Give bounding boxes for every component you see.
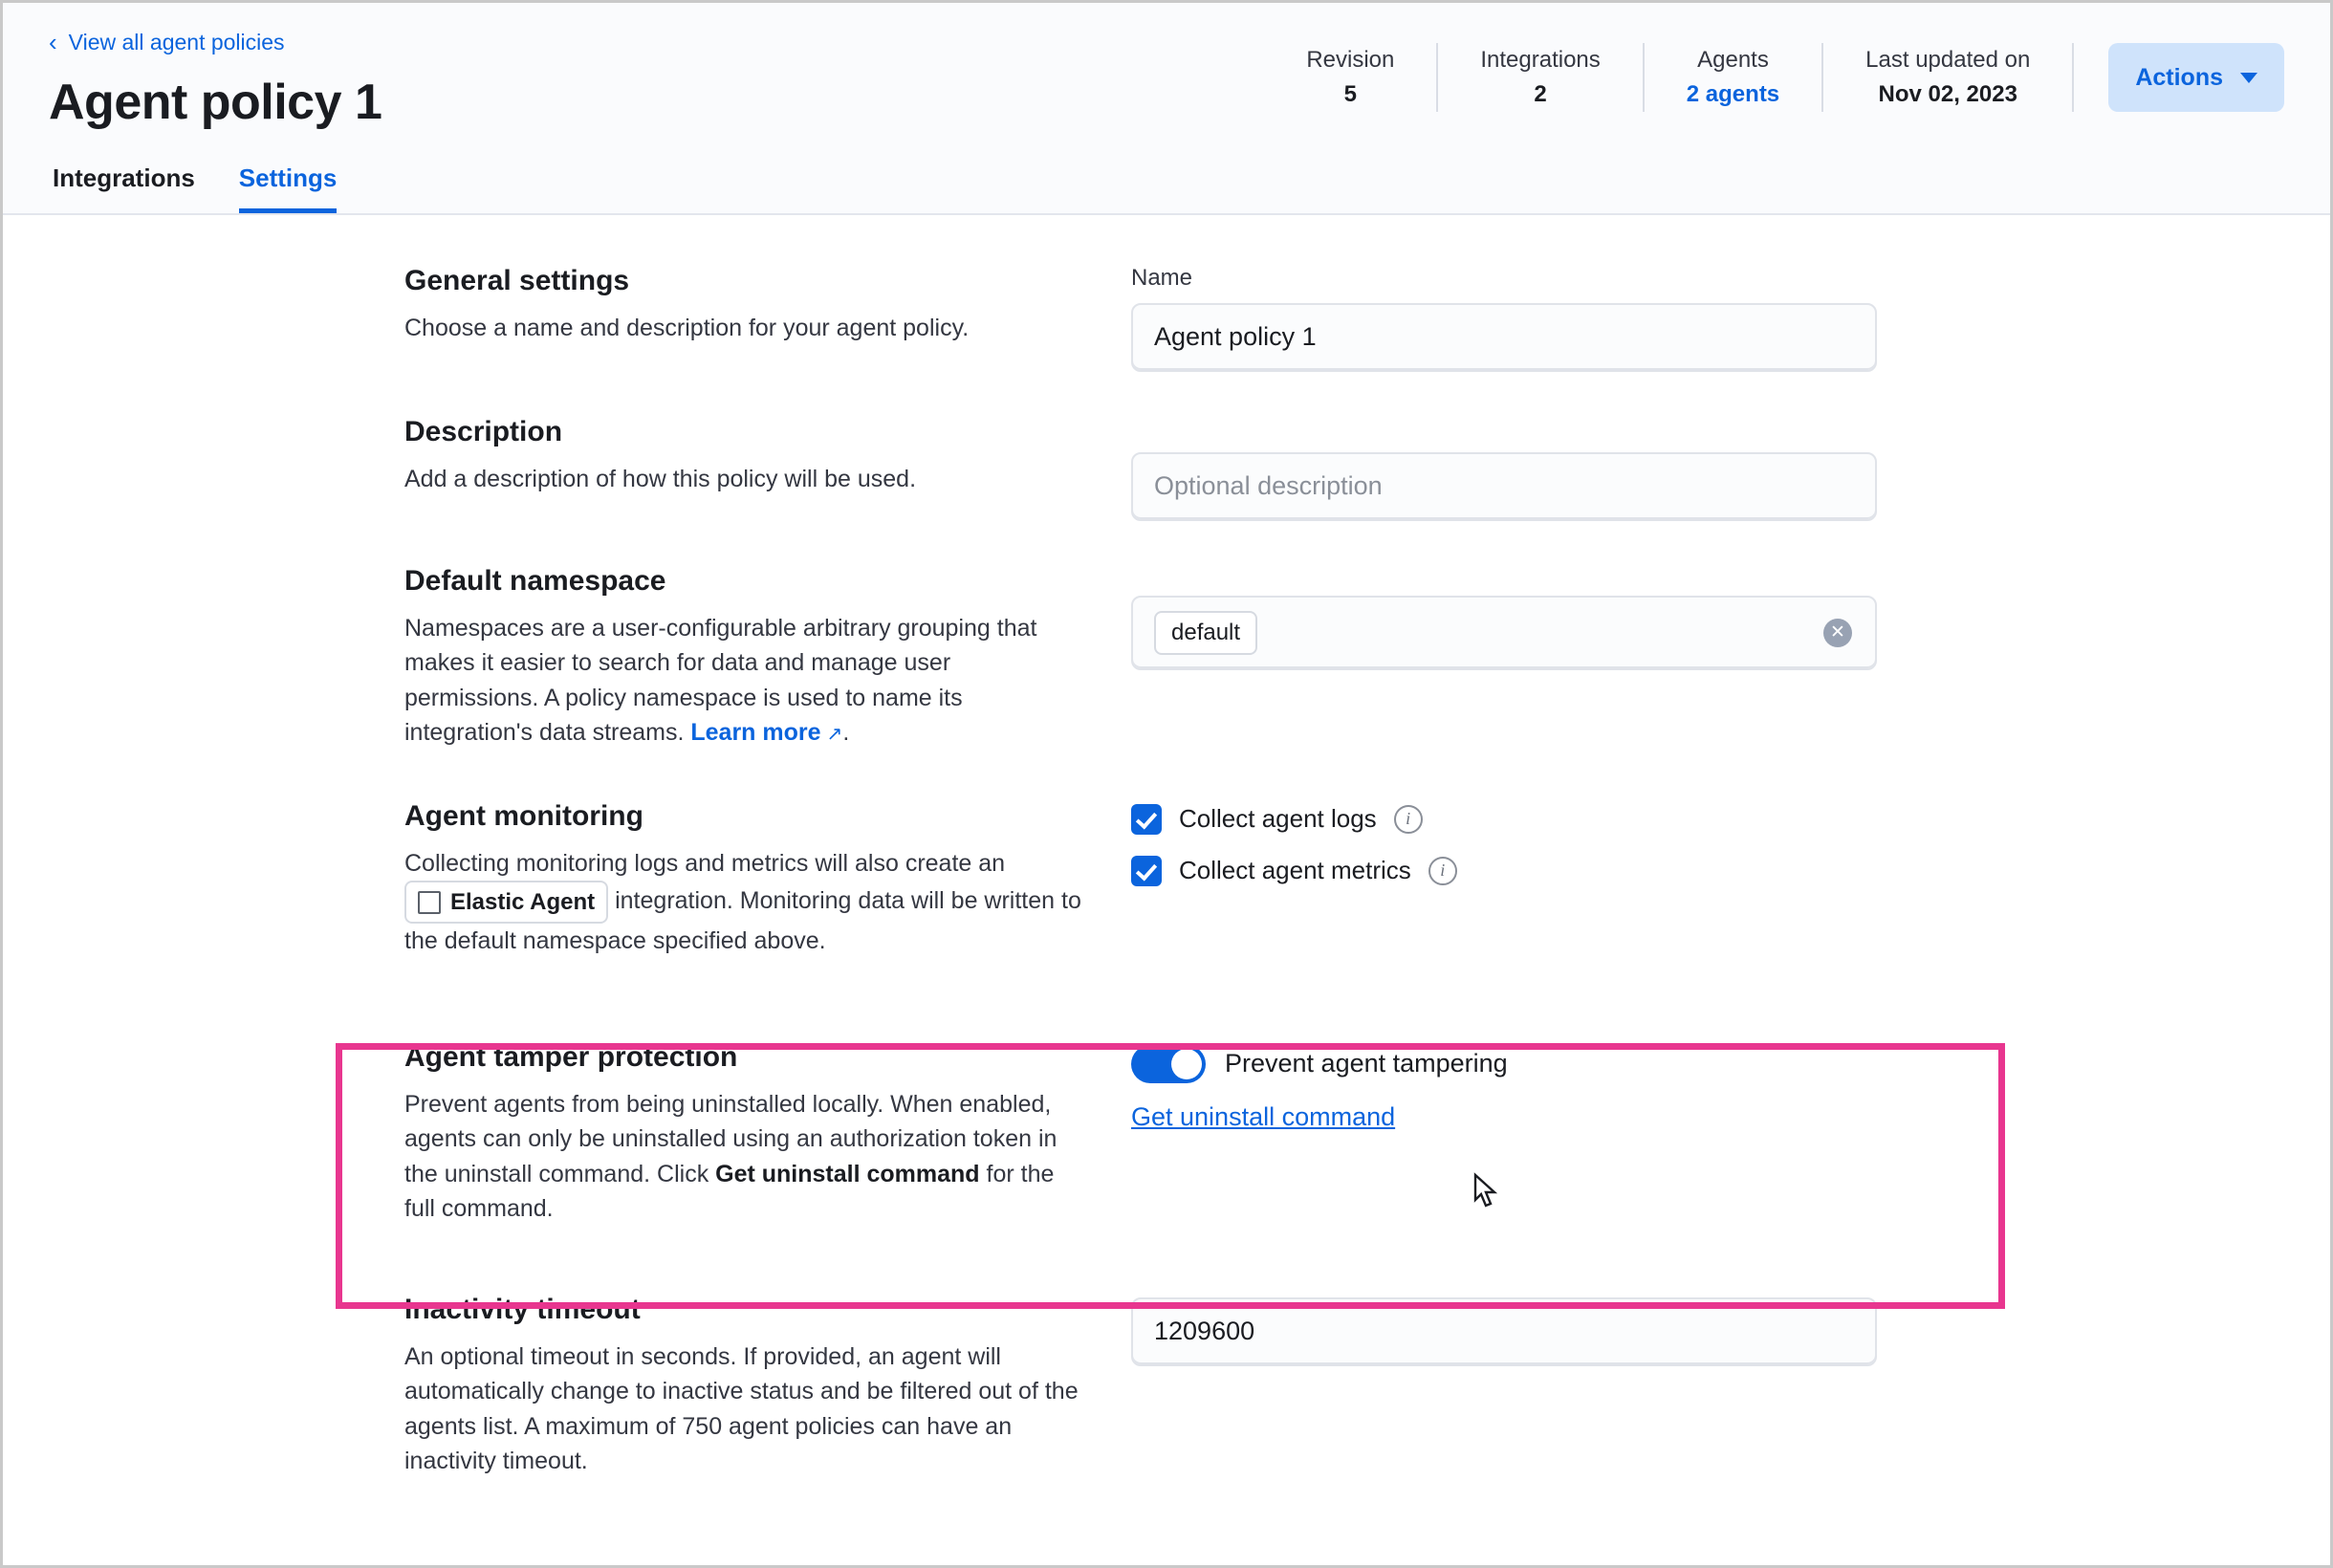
prevent-agent-tampering-label: Prevent agent tampering bbox=[1225, 1049, 1508, 1078]
tab-integrations[interactable]: Integrations bbox=[53, 163, 195, 192]
tamper-description bbox=[404, 1087, 1089, 1227]
collect-agent-logs-checkbox[interactable] bbox=[1131, 804, 1162, 835]
stat-last-updated-value: Nov 02, 2023 bbox=[1878, 81, 2017, 107]
monitoring-title: Agent monitoring bbox=[404, 799, 643, 832]
section-description bbox=[3, 416, 2330, 521]
stat-revision bbox=[1264, 43, 1438, 112]
section-description-field bbox=[1131, 416, 1877, 521]
external-link-icon: ↗ bbox=[826, 724, 843, 745]
get-uninstall-command-link[interactable]: Get uninstall command bbox=[1131, 1101, 1396, 1131]
collect-agent-metrics-checkbox[interactable] bbox=[1131, 856, 1162, 886]
monitoring-description bbox=[404, 846, 1089, 959]
section-inactivity-timeout bbox=[3, 1294, 2330, 1479]
tab-settings[interactable]: Settings bbox=[239, 163, 338, 213]
section-monitoring-text bbox=[404, 800, 1131, 959]
monitoring-description-part1: Collecting monitoring logs and metrics will also create an bbox=[404, 849, 1006, 877]
stat-agents-label: Agents bbox=[1697, 47, 1769, 73]
section-inactivity-text bbox=[404, 1294, 1131, 1479]
section-namespace-text bbox=[404, 565, 1131, 751]
chevron-down-icon bbox=[2240, 73, 2257, 83]
stat-revision-value: 5 bbox=[1343, 81, 1358, 107]
tamper-description-bold: Get uninstall command bbox=[715, 1160, 980, 1187]
namespace-description bbox=[404, 611, 1089, 751]
section-namespace-field bbox=[1131, 565, 1877, 670]
description-title: Description bbox=[404, 415, 563, 447]
policy-description-input[interactable] bbox=[1131, 452, 1877, 521]
back-to-policies-link[interactable] bbox=[49, 27, 285, 56]
stat-agents-value-link[interactable]: 2 agents bbox=[1686, 81, 1780, 107]
collect-agent-logs-row[interactable] bbox=[1131, 804, 1877, 835]
stat-integrations-label: Integrations bbox=[1480, 47, 1601, 73]
section-agent-tamper-protection bbox=[3, 1041, 2330, 1227]
cube-icon bbox=[418, 891, 441, 914]
inactivity-description: An optional timeout in seconds. If provided, an agent will automatically change to inactive status and be filtered out of the agents list. A maximum of 750 agent policies can have an inactivity timeout. bbox=[404, 1342, 1079, 1475]
info-icon[interactable]: i bbox=[1394, 805, 1423, 834]
collect-agent-logs-label: Collect agent logs bbox=[1179, 804, 1377, 833]
collect-agent-metrics-label: Collect agent metrics bbox=[1179, 856, 1411, 884]
toggle-knob bbox=[1171, 1049, 1202, 1079]
section-general-settings bbox=[3, 265, 2330, 372]
learn-more-link[interactable]: Learn more bbox=[690, 719, 821, 746]
namespace-description-part1: Namespaces are a user-configurable arbitrary grouping that makes it easier to search for data and manage user permissions. A policy namespace is used to name its integration's data streams. bbox=[404, 614, 1037, 746]
prevent-tampering-row[interactable] bbox=[1131, 1045, 1877, 1083]
actions-button[interactable] bbox=[2108, 43, 2284, 112]
section-tamper-field bbox=[1131, 1041, 1877, 1132]
clear-selection-icon[interactable]: ✕ bbox=[1823, 619, 1852, 647]
policy-stats bbox=[1264, 43, 2284, 112]
tamper-title: Agent tamper protection bbox=[404, 1040, 738, 1073]
page-title: Agent policy 1 bbox=[49, 74, 382, 130]
section-general-field bbox=[1131, 265, 1877, 372]
stat-agents bbox=[1645, 43, 1823, 112]
settings-form bbox=[3, 215, 2330, 1479]
name-field-label: Name bbox=[1131, 264, 1193, 291]
elastic-agent-badge-label: Elastic Agent bbox=[450, 889, 596, 915]
policy-name-input[interactable] bbox=[1131, 303, 1877, 372]
page-header bbox=[3, 3, 2330, 215]
stat-integrations-value: 2 bbox=[1534, 81, 1547, 107]
monitoring-description-part2: integration. Monitoring data will be written to the default namespace specified above. bbox=[404, 887, 1081, 955]
tamper-description-part2: for the full command. bbox=[404, 1160, 1055, 1223]
description-description: Add a description of how this policy will be used. bbox=[404, 465, 917, 492]
namespace-description-part2: . bbox=[842, 719, 850, 746]
namespace-selected-pill: default bbox=[1154, 611, 1257, 655]
elastic-agent-badge bbox=[404, 881, 608, 924]
namespace-combobox[interactable] bbox=[1131, 596, 1877, 670]
stat-last-updated bbox=[1823, 43, 2074, 112]
section-tamper-text bbox=[404, 1041, 1131, 1227]
mouse-cursor bbox=[1470, 1171, 1504, 1211]
back-link-label: View all agent policies bbox=[68, 30, 285, 54]
chevron-left-icon: ‹ bbox=[49, 27, 57, 56]
general-settings-description: Choose a name and description for your agent policy. bbox=[404, 314, 970, 341]
stat-revision-label: Revision bbox=[1306, 47, 1395, 73]
policy-tabs bbox=[49, 163, 2284, 213]
inactivity-timeout-input[interactable] bbox=[1131, 1297, 1877, 1366]
actions-button-label: Actions bbox=[2135, 63, 2223, 91]
stat-last-updated-label: Last updated on bbox=[1865, 47, 2031, 73]
section-monitoring-field bbox=[1131, 800, 1877, 907]
general-settings-title: General settings bbox=[404, 264, 630, 296]
tamper-description-part1: Prevent agents from being uninstalled locally. When enabled, agents can only be uninstalled using an authorization token in the uninstall command. Click bbox=[404, 1090, 1057, 1187]
section-general-text bbox=[404, 265, 1131, 346]
collect-agent-metrics-row[interactable] bbox=[1131, 856, 1877, 886]
section-inactivity-field bbox=[1131, 1294, 1877, 1366]
section-description-text bbox=[404, 416, 1131, 497]
inactivity-title: Inactivity timeout bbox=[404, 1293, 641, 1325]
stat-integrations bbox=[1438, 43, 1644, 112]
prevent-agent-tampering-toggle[interactable] bbox=[1131, 1045, 1206, 1083]
section-agent-monitoring bbox=[3, 800, 2330, 959]
namespace-title: Default namespace bbox=[404, 564, 666, 597]
info-icon[interactable]: i bbox=[1428, 857, 1457, 885]
section-default-namespace bbox=[3, 565, 2330, 751]
